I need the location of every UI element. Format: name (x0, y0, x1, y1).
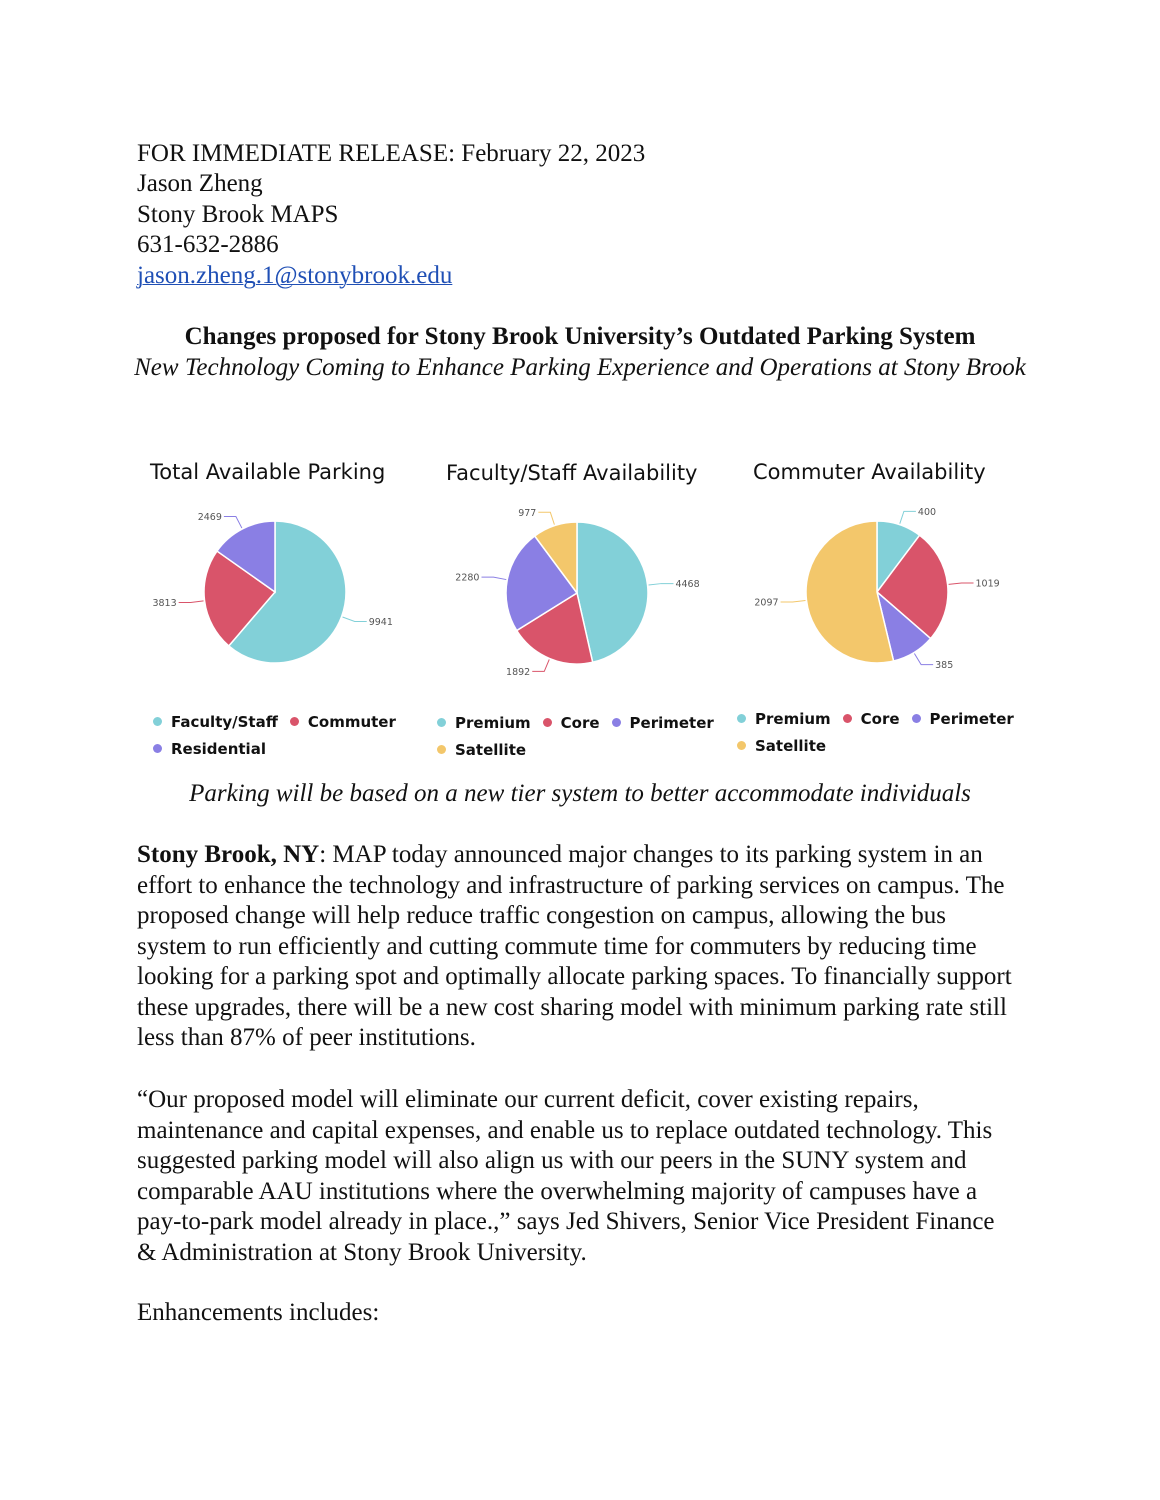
legend-dot (543, 718, 552, 727)
legend-item-commuter (290, 713, 396, 731)
legend-dot (153, 744, 162, 753)
pie-leader-line (224, 517, 242, 529)
pie-leader-line (481, 577, 506, 579)
legend-label: Premium (755, 709, 831, 728)
legend-item-satellite (737, 737, 826, 755)
legend-item-perimeter (612, 714, 714, 732)
pie-value-label: 9941 (368, 616, 393, 628)
chart-title-total: Total Available Parking (150, 460, 386, 484)
figure-caption: Parking will be based on a new tier system to better accommodate individuals (189, 780, 971, 807)
legend-dot (437, 745, 446, 754)
subheadline: New Technology Coming to Enhance Parking Experience and Operations at Stony Brook (134, 354, 1026, 381)
legend-label: Satellite (755, 736, 827, 755)
release-date-line: FOR IMMEDIATE RELEASE: February 22, 2023 (137, 140, 646, 167)
pie-value-label: 400 (917, 506, 937, 518)
legend-dot (737, 714, 746, 723)
pie-value-label: 4468 (675, 579, 700, 591)
pie-leader-line (179, 601, 204, 603)
pie-leader-line (532, 659, 549, 671)
pie-leader-line (649, 584, 674, 585)
legend-dot (843, 714, 852, 723)
pie-value-label: 385 (935, 660, 954, 672)
headline: Changes proposed for Stony Brook University’s Outdated Parking System (184, 323, 976, 350)
legend-item-core (543, 714, 600, 732)
legend-label: Faculty/Staff (171, 712, 278, 731)
legend-label: Core (560, 713, 600, 732)
pie-leader-line (900, 511, 916, 523)
legend-dot (912, 714, 921, 723)
legend-item-core (843, 710, 900, 728)
pie-leader-line (914, 654, 933, 665)
body-paragraph-1 (137, 840, 1017, 1054)
pie-value-label: 2469 (197, 512, 222, 524)
organization-name: Stony Brook MAPS (137, 201, 339, 228)
legend-item-premium (737, 710, 831, 728)
legend-dot (737, 741, 746, 750)
chart-title-faculty: Faculty/Staff Availability (446, 461, 698, 485)
pie-leader-line (781, 600, 806, 602)
contact-phone: 631-632-2886 (137, 231, 279, 258)
legend-item-faculty-staff (153, 713, 278, 731)
legend-label: Perimeter (629, 713, 714, 732)
pie-value-label: 1892 (506, 666, 531, 678)
contact-email-link[interactable]: jason.zheng.1@stonybrook.edu (137, 262, 453, 289)
pie-chart-0 (152, 512, 392, 663)
legend-dot (612, 718, 621, 727)
legend-label: Premium (455, 713, 531, 732)
legend-item-residential (153, 740, 266, 758)
legend-dot (437, 718, 446, 727)
pie-value-label: 1019 (975, 578, 1000, 590)
legend-label: Satellite (455, 740, 527, 759)
legend-item-premium (437, 714, 531, 732)
legend-label: Core (860, 709, 900, 728)
dateline: Stony Brook, NY (137, 841, 320, 868)
paragraph-1-text: : MAP today announced major changes to its parking system in an effort to enhance the technology and infrastructure of parking services on campus. The proposed change will help reduce traffic congestion on campus, allowing the bus system to run efficiently and cutting commute time for commuters by reducing time looking for a parking spot and optimally allocate parking spaces. To financially support these upgrades, there will be a new cost sharing model with minimum parking rate still less than 87% of peer institutions. (137, 841, 1012, 1051)
pie-leader-line (343, 617, 367, 622)
pie-value-label: 977 (518, 507, 537, 519)
legend-label: Commuter (307, 712, 396, 731)
pie-chart-2 (754, 507, 999, 671)
pie-leader-line (538, 512, 554, 524)
legend-label: Residential (171, 739, 266, 758)
legend-dot (290, 717, 299, 726)
pie-leader-line (949, 583, 974, 584)
legend-item-satellite (437, 741, 526, 759)
pie-value-label: 2280 (455, 572, 480, 584)
contact-name: Jason Zheng (137, 170, 263, 197)
legend-label: Perimeter (929, 709, 1014, 728)
legend-total (153, 708, 408, 762)
pie-chart-1 (455, 508, 699, 678)
legend-commuter (737, 705, 1026, 759)
legend-dot (153, 717, 162, 726)
chart-title-commuter: Commuter Availability (753, 460, 986, 484)
body-paragraph-2: “Our proposed model will eliminate our current deficit, cover existing repairs, maintenance and capital expenses, and enable us to replace outdated technology. This suggested parking model will also align us with our peers in the SUNY system and comparable AAU institutions where the overwhelming majority of campuses have a pay-to-park model already in place.,” says Jed Shivers, Senior Vice President Finance & Administration at Stony Brook University. (137, 1086, 995, 1266)
pie-charts (0, 480, 1160, 710)
pie-value-label: 2097 (754, 597, 779, 609)
pie-value-label: 3813 (152, 597, 177, 609)
legend-item-perimeter (912, 710, 1014, 728)
enhancements-intro: Enhancements includes: (137, 1299, 380, 1326)
legend-faculty (437, 709, 726, 763)
